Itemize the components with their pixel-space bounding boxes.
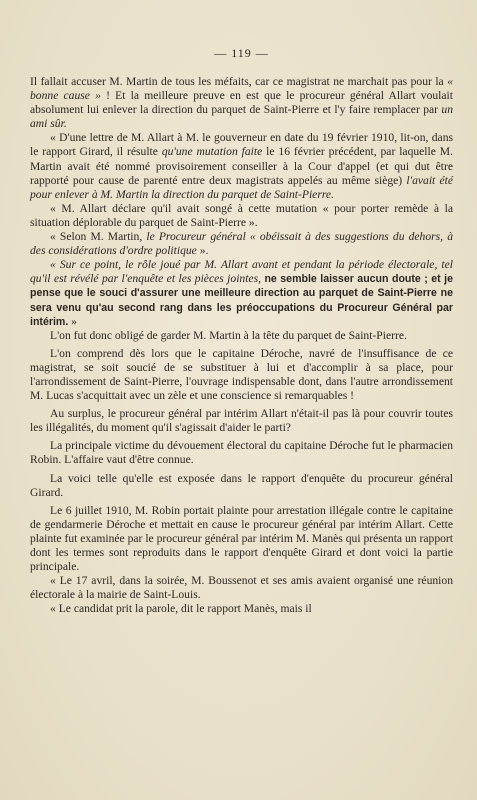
paragraph-p13 <box>30 602 453 616</box>
text-segment: L'on comprend dès lors que le capitaine Déroche, navré de l'insuffisance de ce magistrat, se soit soucié de se substituer à lui et d'accomplir à sa place, pour l'arrondissement de Saint-Pierre, l'ouvrage indispensable dont, dans l'autre arrondissement M. Lucas s'acquittait avec un zèle et une conscience si remarquables ! <box>30 346 453 403</box>
paragraph-p1 <box>30 75 453 131</box>
paragraph-p8 <box>30 407 453 435</box>
text-segment: « M. Allart déclare qu'il avait songé à cette mutation « pour porter remède à la situation déplorable du parquet de Saint-Pierre ». <box>30 201 453 229</box>
text-segment: « D'une lettre de M. Allart à M. le gouverneur en date du 19 février 1910, lit-on, dans le rapport Girard, il résulte <box>30 131 453 159</box>
paragraph-p4 <box>30 230 453 258</box>
text-segment: « Selon M. Martin, <box>50 230 147 244</box>
page-number: — 119 — <box>214 46 269 60</box>
text-segment: Le 6 juillet 1910, M. Robin portait plainte pour arrestation illégale contre le capitaine de gendarmerie Déroche et mettait en cause le procureur général par intérim Allart. Cette plainte fut examinée par le procureur général par intérim M. Manès qui présenta un rapport dont les termes sont reproduits dans le rapport d'enquête Girard et dont voici la partie principale. <box>30 503 453 574</box>
paragraph-p9 <box>30 439 453 467</box>
text-segment: La voici telle qu'elle est exposée dans le rapport d'enquête du procureur général Girard. <box>30 471 453 499</box>
text-segment: « Le 17 avril, dans la soirée, M. Boussenot et ses amis avaient organisé une réunion électorale à la mairie de Saint-Louis. <box>30 574 453 602</box>
text-segment: Au surplus, le procureur général par intérim Allart n'était-il pas là pour couvrir toutes les illégalités, du moment qu'il s'agissait d'aider le parti? <box>30 407 453 435</box>
bold-text-segment: ne semble laisser aucun doute ; et je pense que le souci d'assurer une meilleure direction au parquet de Saint-Pierre ne sera venu qu'au second rang dans les préoccupations du Procureur Général par intérim. <box>30 273 453 328</box>
italic-text-segment: un ami sûr. <box>30 103 453 131</box>
text-segment: La principale victime du dévouement électoral du capitaine Déroche fut le pharmacien Robin. L'affaire vaut d'être connue. <box>30 439 453 467</box>
italic-text-segment: « Sur ce point, le rôle joué par M. Allart avant et pendant la période électorale, tel qu'il est révélé par l'enquête et les pièces jointes, <box>30 258 453 286</box>
paragraph-p2 <box>30 131 453 201</box>
paragraph-p12 <box>30 574 453 602</box>
text-segment: » <box>68 314 77 328</box>
page-body <box>30 75 453 616</box>
paragraph-p7 <box>30 347 453 403</box>
italic-text-segment: qu'une mutation faite <box>161 145 263 159</box>
paragraph-p6 <box>30 329 453 343</box>
text-segment: « Le candidat prit la parole, dit le rapport Manès, mais il <box>50 602 312 616</box>
italic-text-segment: l'avait été pour enlever à M. Martin la direction du parquet de Saint-Pierre. <box>30 173 453 201</box>
text-segment: ». <box>196 244 209 258</box>
text-segment: le 16 février précédent, par laquelle M. Martin avait été nommé provisoirement conseiller à la Cour d'appel (et qui dut être rapporté pour cause de parenté entre deux magistrats appelés au même siège) <box>30 145 453 187</box>
italic-text-segment: « bonne cause » <box>30 75 453 103</box>
text-segment: L'on fut donc obligé de garder M. Martin à la tête du parquet de Saint-Pierre. <box>50 328 407 342</box>
paragraph-p3 <box>30 202 453 230</box>
paragraph-p5 <box>30 258 453 328</box>
paragraph-p10 <box>30 472 453 500</box>
italic-text-segment: le Procureur général « obéissait à des suggestions du dehors, à des considérations d'ordre politique <box>30 230 453 258</box>
text-segment: ! Et la meilleure preuve en est que le procureur général Allart voulait absolument lui enlever la direction du parquet de Saint-Pierre et l'y faire remplacer par <box>30 89 453 117</box>
paragraph-p11 <box>30 504 453 574</box>
text-segment: Il fallait accuser M. Martin de tous les méfaits, car ce magistrat ne marchait pas pour la <box>30 75 448 88</box>
